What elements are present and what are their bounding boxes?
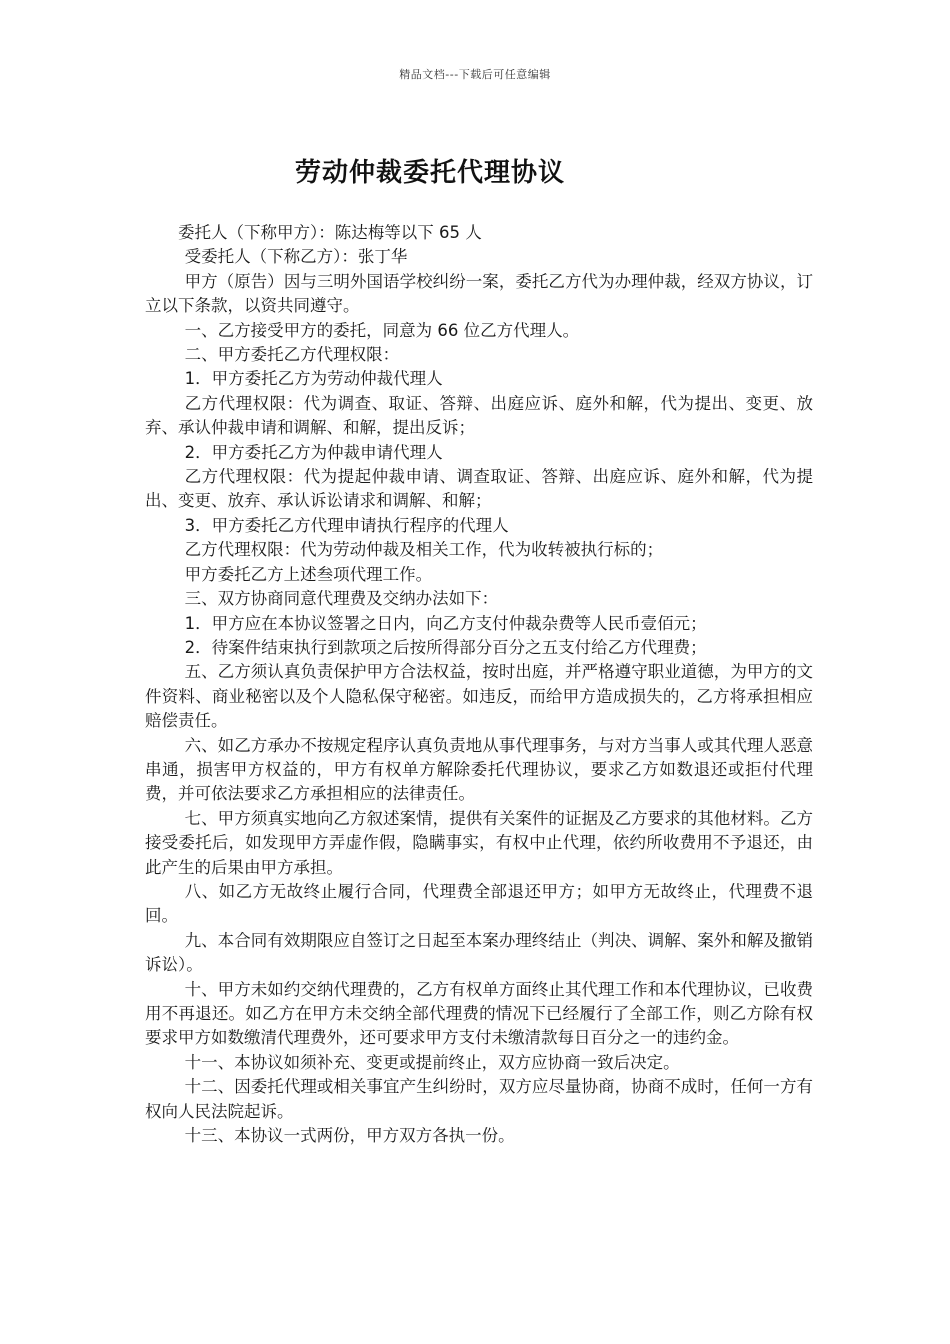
paragraph-clause-3: 三、双方协商同意代理费及交纳办法如下： xyxy=(184,589,499,609)
paragraph-clause-2-item-2-scope: 乙方代理权限：代为提起仲裁申请、调查取证、答辩、出庭应诉、庭外和解，代为提出、变更、放弃、承认诉讼请求和调解、和解； xyxy=(145,467,813,511)
paragraph-clause-2-item-2: 2．甲方委托乙方为仲裁申请代理人 xyxy=(184,442,443,462)
document-body xyxy=(145,221,813,1148)
paragraph-clause-7: 七、甲方须真实地向乙方叙述案情，提供有关案件的证据及乙方要求的其他材料。乙方接受委托后，如发现甲方弄虚作假，隐瞒事实，有权中止代理，依约所收费用不予退还，由此产生的后果由甲方承担。 xyxy=(145,808,813,877)
document-title: 劳动仲裁委托代理协议 xyxy=(294,158,565,188)
paragraph-clause-3-item-2: 2．待案件结束执行到款项之后按所得部分百分之五支付给乙方代理费； xyxy=(184,637,707,657)
paragraph-intro: 甲方（原告）因与三明外国语学校纠纷一案，委托乙方代为办理仲裁，经双方协议，订立以下条款，以资共同遵守。 xyxy=(145,271,813,316)
paragraph-clause-6: 六、如乙方承办不按规定程序认真负责地从事代理事务，与对方当事人或其代理人恶意串通，损害甲方权益的，甲方有权单方解除委托代理协议，要求乙方如数退还或拒付代理费，并可依法要求乙方承担相应的法律责任。 xyxy=(145,735,813,804)
paragraph-clause-9: 九、本合同有效期限应自签订之日起至本案办理终结止（判决、调解、案外和解及撤销诉讼）。 xyxy=(145,930,813,975)
paragraph-clause-10: 十、甲方未如约交纳代理费的，乙方有权单方面终止其代理工作和本代理协议，已收费用不再退还。如乙方在甲方未交纳全部代理费的情况下已经履行了全部工作，则乙方除有权要求甲方如数缴清代理费外，还可要求甲方支付未缴清款每日百分之一的违约金。 xyxy=(145,979,813,1048)
header-note: 精品文档---下载后可任意编辑 xyxy=(399,68,551,81)
paragraph-clause-11: 十一、本协议如须补充、变更或提前终止，双方应协商一致后决定。 xyxy=(184,1052,680,1072)
paragraph-clause-13: 十三、本协议一式两份，甲方双方各执一份。 xyxy=(184,1126,515,1146)
paragraph-clause-8: 八、如乙方无故终止履行合同，代理费全部退还甲方；如甲方无故终止，代理费不退回。 xyxy=(145,881,813,926)
paragraph-clause-3-item-1: 1．甲方应在本协议签署之日内，向乙方支付仲裁杂费等人民币壹佰元； xyxy=(184,613,707,633)
paragraph-clause-1: 一、乙方接受甲方的委托，同意为 66 位乙方代理人。 xyxy=(184,320,580,340)
paragraph-agent: 受委托人（下称乙方）：张丁华 xyxy=(184,247,408,267)
paragraph-clause-2-item-3-scope: 乙方代理权限：代为劳动仲裁及相关工作，代为收转被执行标的； xyxy=(184,540,664,560)
paragraph-clause-2-item-1-scope: 乙方代理权限：代为调查、取证、答辩、出庭应诉、庭外和解，代为提出、变更、放弃、承认仲裁申请和调解、和解，提出反诉； xyxy=(145,393,813,438)
paragraph-clause-2-summary: 甲方委托乙方上述叁项代理工作。 xyxy=(184,564,433,584)
paragraph-clause-5: 五、乙方须认真负责保护甲方合法权益，按时出庭，并严格遵守职业道德，为甲方的文件资料、商业秘密以及个人隐私保守秘密。如违反，而给甲方造成损失的，乙方将承担相应赔偿责任。 xyxy=(145,662,813,731)
paragraph-clause-2-item-3: 3．甲方委托乙方代理申请执行程序的代理人 xyxy=(184,515,509,535)
paragraph-clause-2: 二、甲方委托乙方代理权限： xyxy=(184,345,400,365)
paragraph-principal: 委托人（下称甲方）：陈达梅等以下 65 人 xyxy=(178,223,482,242)
paragraph-clause-2-item-1: 1．甲方委托乙方为劳动仲裁代理人 xyxy=(184,369,443,389)
paragraph-clause-12: 十二、因委托代理或相关事宜产生纠纷时，双方应尽量协商，协商不成时，任何一方有权向人民法院起诉。 xyxy=(145,1077,813,1121)
